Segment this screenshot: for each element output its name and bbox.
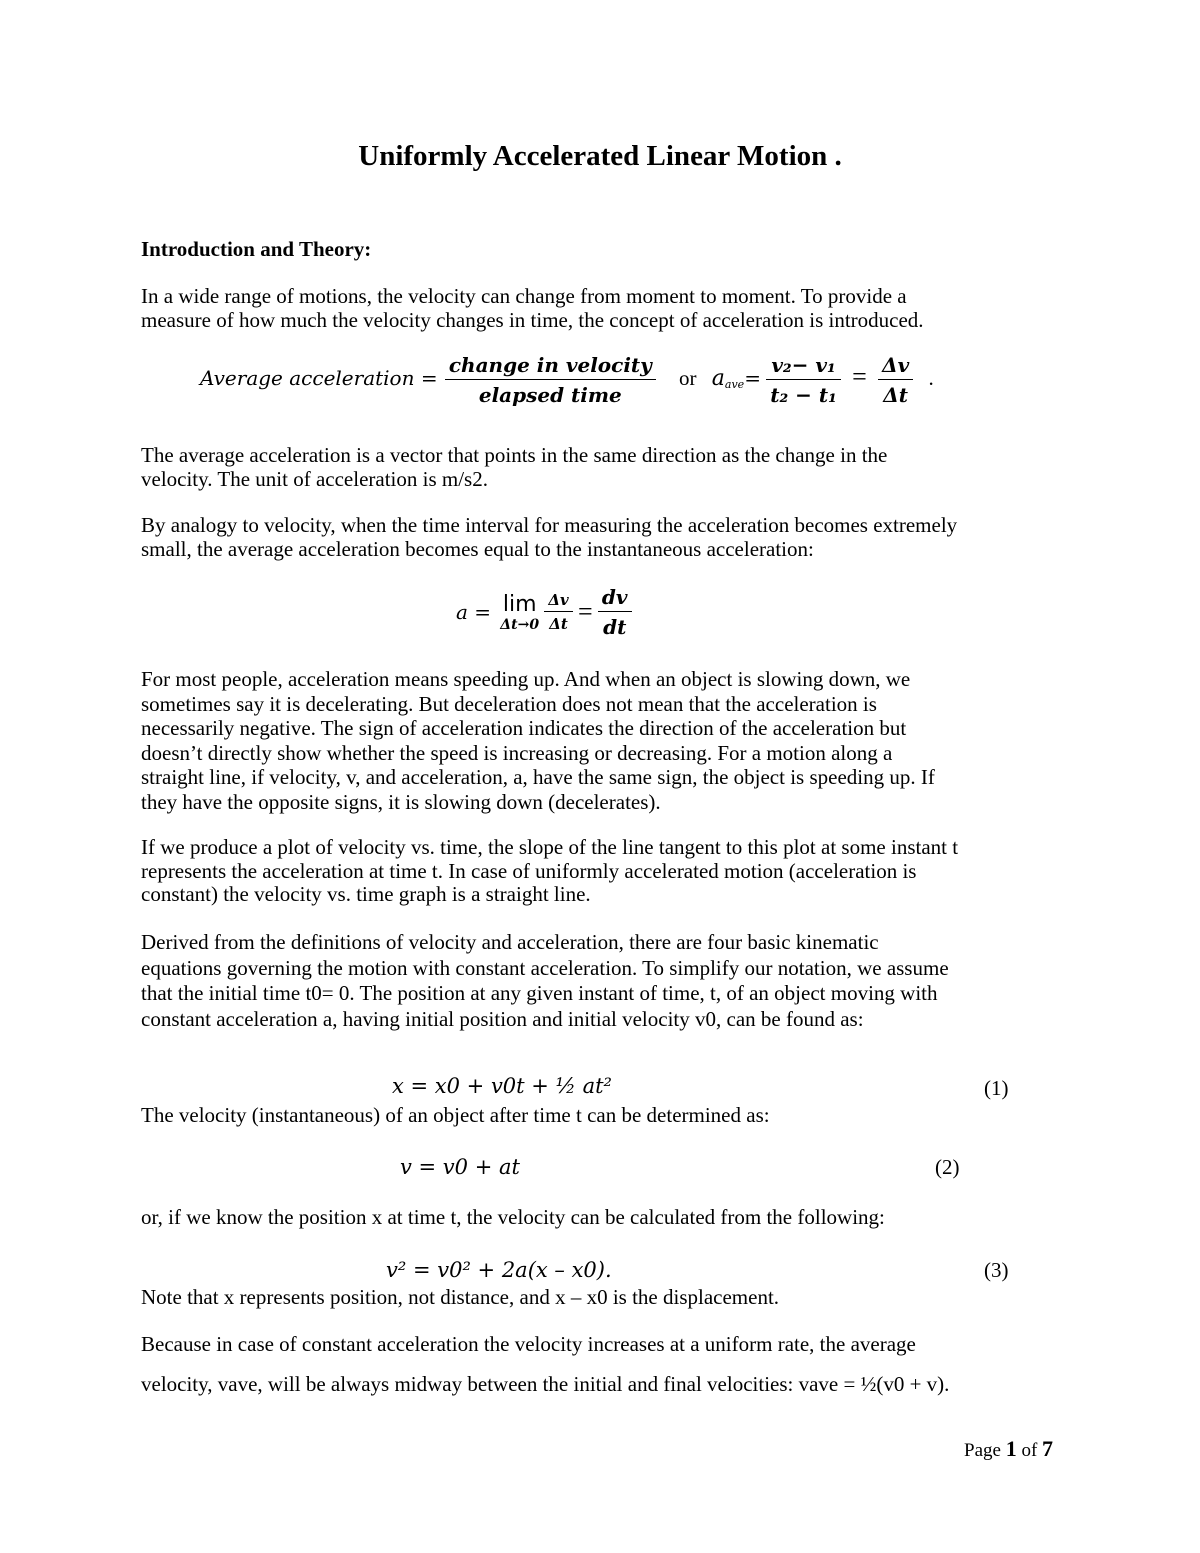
or-text: or [679, 365, 697, 390]
fraction-numerator: dv [598, 585, 632, 612]
equation-number-1: (1) [984, 1076, 1009, 1100]
fraction-numerator: v₂− v₁ [766, 353, 841, 380]
text-line: If we produce a plot of velocity vs. time, the slope of the line tangent to this plot at some instant t [141, 835, 959, 859]
fraction-velocity-time [445, 353, 656, 407]
paragraph-average-velocity [141, 1324, 1071, 1404]
text-line: sometimes say it is decelerating. But deceleration does not mean that the acceleration is [141, 691, 877, 716]
text-line: Derived from the definitions of velocity and acceleration, there are four basic kinematic [141, 930, 879, 954]
fraction-denominator: t₂ − t₁ [770, 383, 837, 407]
text-line: they have the opposite signs, it is slowing down (decelerates). [141, 789, 661, 814]
equation-position: x = x0 + v0t + ½ at² [392, 1074, 612, 1098]
fraction-derivative [598, 585, 632, 639]
page-label: Page [964, 1440, 1001, 1461]
equation-lhs: Average acceleration = [200, 365, 438, 390]
fraction-denominator: Δt [549, 615, 568, 633]
paragraph-velocity-time [141, 1104, 1071, 1128]
a-symbol: a [711, 365, 725, 391]
lim-text: lim [502, 591, 537, 617]
lim-subscript: Δt→0 [500, 616, 540, 633]
text-line: Because in case of constant acceleration the velocity increases at a uniform rate, the average [141, 1332, 916, 1356]
paragraph-intro [141, 285, 1071, 332]
paragraph-position [141, 1206, 1071, 1230]
text-line: straight line, if velocity, v, and acceleration, a, have the same sign, the object is speeding up. If [141, 765, 935, 789]
paragraph-speeding-up [141, 667, 1071, 814]
paragraph-average [141, 444, 1071, 491]
fraction-v-t [766, 353, 841, 407]
text-line: velocity. The unit of acceleration is m/s2. [141, 466, 488, 491]
equation-instantaneous [456, 585, 632, 639]
equation-number-3: (3) [984, 1258, 1009, 1282]
paragraph-displacement [141, 1286, 1071, 1310]
equals-sign: = [744, 365, 761, 390]
text-line: In a wide range of motions, the velocity can change from moment to moment. To provide a [141, 284, 907, 308]
text-line: velocity, vave, will be always midway between the initial and final velocities: vave = ½(v0 + v). [141, 1372, 950, 1396]
text-line: or, if we know the position x at time t, the velocity can be calculated from the following: [141, 1205, 885, 1229]
text-line: represents the acceleration at time t. In case of uniformly accelerated motion (acceleration is [141, 858, 917, 883]
fraction-delta [544, 591, 572, 633]
page-number: 1 [1005, 1436, 1017, 1461]
fraction-denominator: Δt [883, 383, 909, 407]
fraction-numerator: Δv [544, 591, 572, 612]
document-title: Uniformly Accelerated Linear Motion . [358, 140, 842, 172]
text-line: small, the average acceleration becomes equal to the instantaneous acceleration: [141, 536, 814, 561]
text-line: The average acceleration is a vector that points in the same direction as the change in the [141, 443, 888, 467]
page-footer [964, 1436, 1053, 1462]
text-line: equations governing the motion with constant acceleration. To simplify our notation, we assume [141, 955, 949, 980]
fraction-delta [878, 353, 913, 407]
equation-number-2: (2) [935, 1155, 960, 1179]
text-line: doesn’t directly show whether the speed is increasing or decreasing. For a motion along a [141, 740, 893, 765]
text-line: measure of how much the velocity changes in time, the concept of acceleration is introduced. [141, 307, 924, 332]
text-line: that the initial time t0= 0. The position at any given instant of time, t, of an object moving with [141, 981, 938, 1005]
equation-velocity-squared: v² = v0² + 2a(x – x0). [386, 1258, 612, 1282]
text-line: constant) the velocity vs. time graph is a straight line. [141, 882, 591, 906]
text-line: The velocity (instantaneous) of an object after time t can be determined as: [141, 1103, 770, 1127]
fraction-denominator: dt [603, 615, 627, 639]
equation-lhs: a = [456, 600, 492, 624]
text-line: Note that x represents position, not distance, and x – x0 is the displacement. [141, 1285, 780, 1309]
a-subscript: ave [724, 377, 745, 391]
paragraph-analogy [141, 514, 1071, 561]
of-label: of [1021, 1440, 1038, 1461]
equals-sign: = [852, 361, 867, 391]
section-heading: Introduction and Theory: [141, 237, 372, 261]
text-line: For most people, acceleration means speeding up. And when an object is slowing down, we [141, 667, 911, 691]
fraction-denominator: elapsed time [478, 383, 622, 407]
paragraph-plot [141, 836, 1071, 907]
fraction-numerator: Δv [878, 353, 913, 380]
equation-average-acceleration [200, 353, 934, 407]
fraction-numerator: change in velocity [445, 353, 656, 380]
equation-velocity: v = v0 + at [400, 1155, 520, 1179]
period: . [928, 365, 934, 390]
equals-sign: = [577, 597, 593, 626]
text-line: constant acceleration a, having initial position and initial velocity v0, can be found as: [141, 1006, 864, 1031]
paragraph-kinematic [141, 930, 1071, 1032]
limit-operator [500, 592, 539, 633]
page-total: 7 [1042, 1436, 1054, 1461]
text-line: necessarily negative. The sign of acceleration indicates the direction of the acceleration but [141, 716, 907, 740]
text-line: By analogy to velocity, when the time interval for measuring the acceleration becomes extremely [141, 513, 958, 537]
